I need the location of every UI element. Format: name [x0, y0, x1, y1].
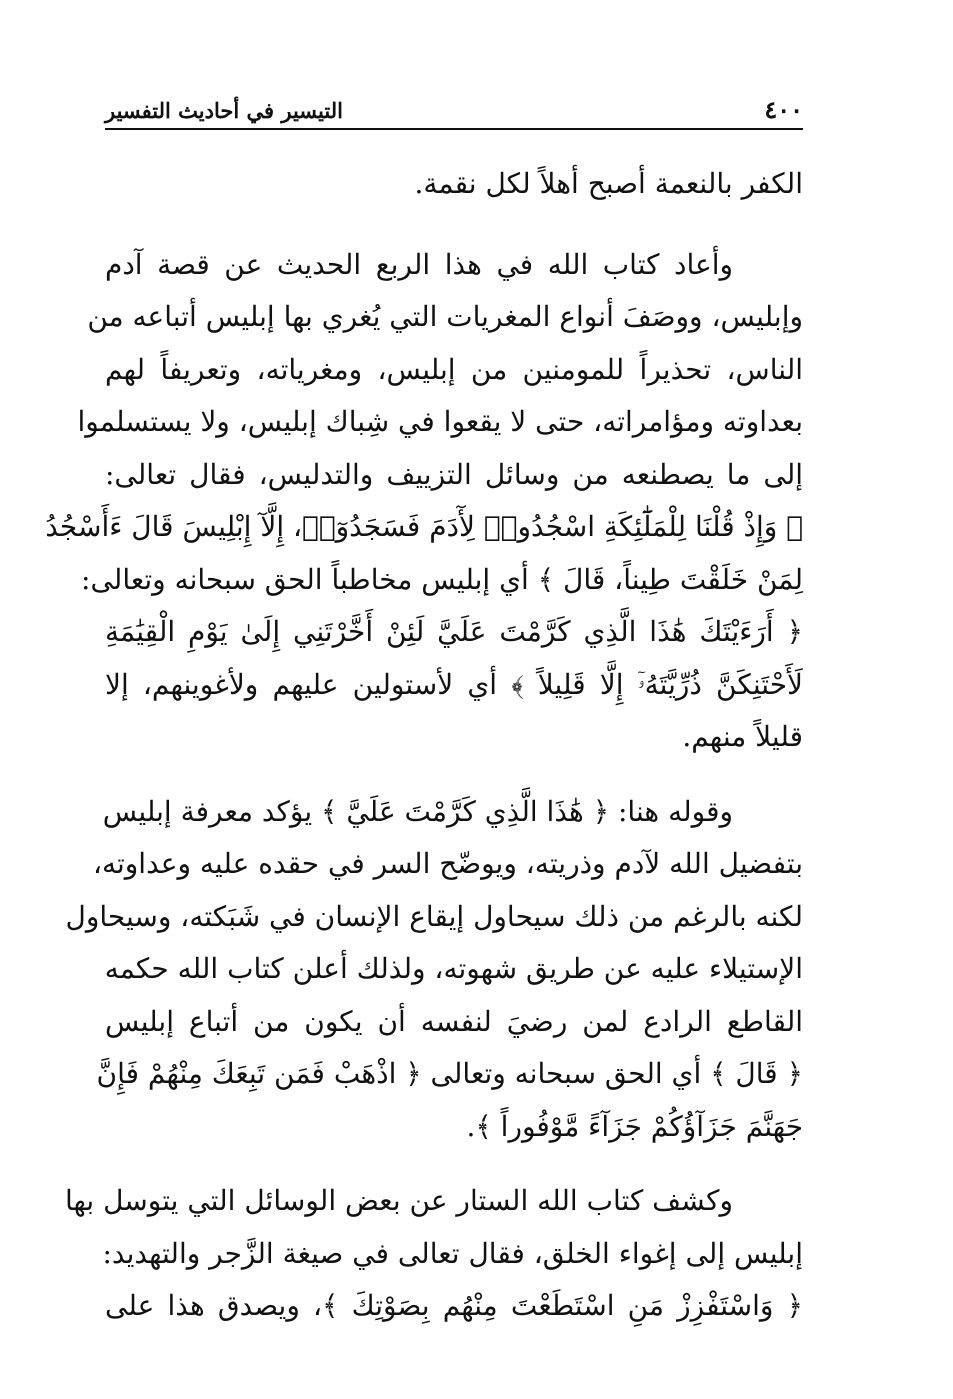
quran-quote-line: ﴿ وَاسْتَفْزِزْ مَنِ اسْتَطَعْتَ مِنْهُم بِصَوْتِكَ ﴾، ويصدق هذا على: [105, 1289, 803, 1322]
text-line: بعداوته ومؤامراته، حتى لا يقعوا في شِباك إبليس، ولا يستسلموا: [77, 405, 803, 438]
text-line: وأعاد كتاب الله في هذا الربع الحديث عن قصة آدم: [105, 247, 733, 281]
paragraph: [45, 239, 803, 764]
text-line: القاطع الرادع لمن رضيَ لنفسه أن يكون من أتباع إبليس: [105, 1004, 803, 1038]
text-line: إبليس إلى إغواء الخلق، فقال تعالى في صيغة الزَّجر والتهديد:: [102, 1236, 803, 1270]
text-line: وكشف كتاب الله الستار عن بعض الوسائل التي يتوسل بها: [64, 1184, 733, 1217]
paragraph: [105, 158, 803, 211]
quran-quote-line: ﴿ وَإِذْ قُلْنَا لِلْمَلَٰٓئِكَةِ اسْجُدُوا۟ لِأٓدَمَ فَسَجَدُوٓا۟، إِلَّآ إِبْلِيسَ قَالَ ءَأَسْجُدُ: [45, 510, 803, 543]
text-line: وإبليس، ووصَفَ أنواع المغريات التي يُغري بها إبليس أتباعه من: [87, 300, 803, 333]
text-line: وقوله هنا: ﴿ هَٰذَا الَّذِي كَرَّمْتَ عَلَيَّ ﴾ يؤكد معرفة إبليس: [102, 794, 733, 828]
text-line: إلى ما يصطنعه من وسائل التزييف والتدليس، فقال تعالى:: [105, 457, 803, 491]
paragraph: [64, 1175, 803, 1333]
text-line: الكفر بالنعمة أصبح أهلاً لكل نقمة.: [414, 167, 803, 200]
running-title: التيسير في أحاديث التفسير: [105, 98, 343, 123]
page-header: [105, 94, 803, 130]
text-line: لَأَحْتَنِكَنَّ ذُرِّيَّتَهُۥٓ إِلَّا قَلِيلاً ﴾ أي لأستولين عليهم ولأغوينهم، إلا: [105, 667, 803, 701]
body-text: [45, 158, 803, 1333]
page-number: ٤٠٠: [764, 95, 803, 124]
text-line: قليلاً منهم.: [682, 720, 803, 753]
text-line: لِمَنْ خَلَقْتَ طِيناً، قَالَ ﴾ أي إبليس مخاطباً الحق سبحانه وتعالى:: [81, 562, 803, 596]
quran-quote-line: ﴿ قَالَ ﴾ أي الحق سبحانه وتعالى ﴿ اذْهَبْ فَمَن تَبِعَكَ مِنْهُمْ فَإِنَّ: [96, 1057, 803, 1090]
text-line: الإستيلاء عليه عن طريق شهوته، ولذلك أعلن كتاب الله حكمه: [104, 952, 803, 985]
text-line: الناس، تحذيراً للمومنين من إبليس، ومغرياته، وتعريفاً لهم: [105, 352, 803, 386]
quran-quote-line: ﴿ أَرَءَيْتَكَ هَٰذَا الَّذِي كَرَّمْتَ عَلَيَّ لَئِنْ أَخَّرْتَنِي إِلَىٰ يَوْمِ الْقِيَٰمَةِ: [105, 615, 803, 648]
text-line: لكنه بالرغم من ذلك سيحاول إيقاع الإنسان في شَبَكته، وسيحاول: [65, 899, 803, 933]
paragraph: [65, 786, 803, 1154]
text-line: بتفضيل الله لآدم وذريته، ويوضّح السر في حقده عليه وعداوته،: [92, 847, 803, 880]
quran-quote-line: جَهَنَّمَ جَزَآؤُكُمْ جَزَآءً مَّوْفُوراً ﴾.: [466, 1109, 803, 1143]
